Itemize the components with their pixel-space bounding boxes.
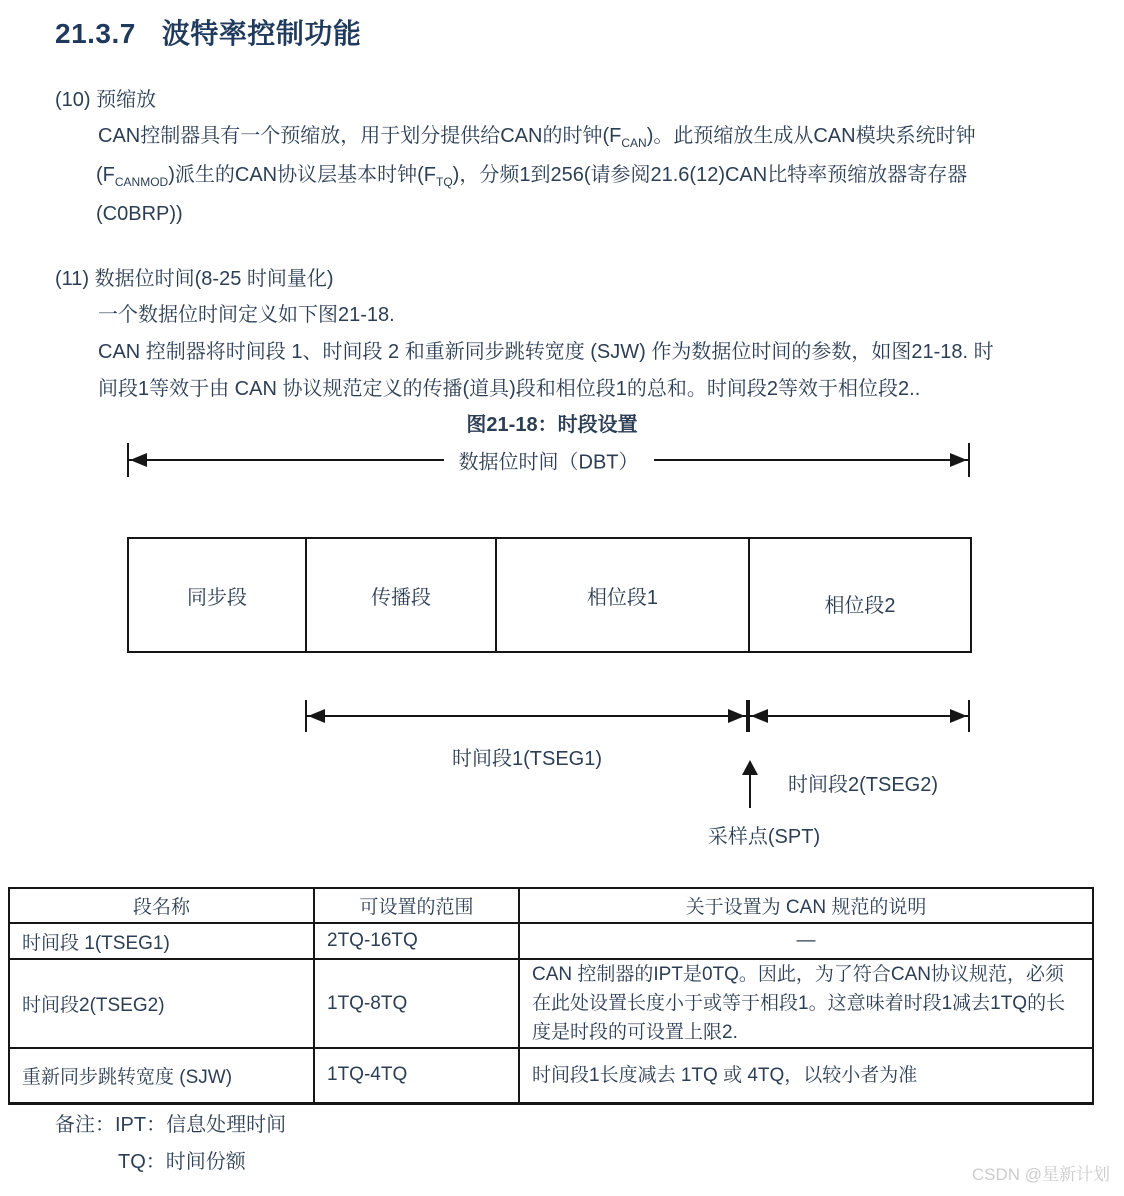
bittime-line-2: CAN 控制器将时间段 1、时间段 2 和重新同步跳转宽度 (SJW) 作为数据位时间的参数，如图21-18. 时	[98, 341, 994, 363]
table-row	[9, 923, 1093, 959]
text-run: CAN控制器具有一个预缩放，用于划分提供给CAN的时钟(F	[98, 125, 622, 147]
tseg1-line	[307, 715, 746, 717]
bittime-line-1: 一个数据位时间定义如下图21-18.	[98, 304, 395, 326]
page-title	[55, 12, 361, 52]
tseg1-label: 时间段1(TSEG1)	[451, 748, 603, 770]
sample-point-arrow-icon	[742, 760, 758, 808]
cell-range: 1TQ-8TQ	[314, 959, 519, 1048]
notes-label: 备注：	[55, 1114, 115, 1136]
tseg1-arrow	[305, 700, 748, 732]
cell-note: 时间段1长度减去 1TQ 或 4TQ，以较小者为准	[519, 1048, 1093, 1103]
arrowhead-right-icon	[950, 709, 967, 723]
heading-title: 波特率控制功能	[161, 18, 362, 49]
table-row	[9, 1048, 1093, 1103]
heading-number: 21.3.7	[55, 18, 136, 49]
watermark: CSDN @星新计划	[971, 1165, 1110, 1184]
up-arrow-shaft	[749, 775, 751, 808]
tseg2-arrow	[748, 700, 970, 732]
subscript-fcan: CAN	[621, 136, 647, 150]
prescaler-heading: (10) 预缩放	[55, 89, 157, 111]
prescaler-line-2	[96, 162, 967, 195]
arrowhead-right-icon	[728, 709, 745, 723]
segment-phase1: 相位段1	[495, 537, 750, 653]
cell-segment-name: 时间段 1(TSEG1)	[9, 923, 314, 959]
tseg2-line	[750, 715, 968, 717]
segment-prop: 传播段	[305, 537, 497, 653]
text-run: )派生的CAN协议层基本时钟(F	[168, 164, 436, 186]
arrowhead-left-icon	[308, 709, 325, 723]
note-desc: 时间份额	[165, 1151, 246, 1173]
tseg2-label: 时间段2(TSEG2)	[788, 774, 939, 796]
text-run: )，分频1到256(请参阅21.6(12)CAN比特率预缩放器寄存器	[452, 164, 968, 186]
prescaler-line-3: (C0BRP))	[96, 203, 183, 225]
text-run: (F	[96, 164, 115, 186]
column-header-note: 关于设置为 CAN 规范的说明	[519, 888, 1093, 923]
column-header-segment: 段名称	[9, 888, 314, 923]
prescaler-line-1	[98, 123, 976, 156]
cell-range: 1TQ-4TQ	[314, 1048, 519, 1103]
sample-point-label: 采样点(SPT)	[707, 826, 821, 848]
note-term: IPT：	[115, 1114, 167, 1136]
column-header-range: 可设置的范围	[314, 888, 519, 923]
dbt-arrow	[127, 443, 970, 477]
table-row	[9, 959, 1093, 1048]
figure-caption: 图21-18：时段设置	[466, 414, 638, 436]
dbt-label: 数据位时间（DBT）	[444, 446, 654, 475]
segment-spec-table	[8, 887, 1094, 1105]
cell-range: 2TQ-16TQ	[314, 923, 519, 959]
segment-phase2: 相位段2	[748, 537, 972, 653]
notes-line-2	[118, 1149, 246, 1175]
tseg2-right-bar	[968, 700, 970, 732]
subscript-ftq: TQ	[436, 175, 453, 189]
table-header-row	[9, 888, 1093, 923]
note-desc: 信息处理时间	[166, 1114, 287, 1136]
up-arrowhead-icon	[742, 760, 758, 775]
arrowhead-left-icon	[751, 709, 768, 723]
bittime-heading: (11) 数据位时间(8-25 时间量化)	[55, 268, 334, 290]
dbt-right-bar	[968, 443, 970, 477]
text-run: )。此预缩放生成从CAN模块系统时钟	[646, 125, 976, 147]
notes-line-1	[55, 1112, 286, 1138]
note-term: TQ：	[118, 1151, 166, 1173]
cell-note: —	[519, 923, 1093, 959]
segment-box-row	[127, 537, 972, 653]
bittime-line-3: 间段1等效于由 CAN 协议规范定义的传播(道具)段和相位段1的总和。时间段2等效于相位段2..	[98, 378, 921, 400]
arrowhead-right-icon	[950, 453, 967, 467]
cell-note: CAN 控制器的IPT是0TQ。因此，为了符合CAN协议规范，必须在此处设置长度小于或等于相段1。这意味着时段1减去1TQ的长度是时段的可设置上限2.	[519, 959, 1093, 1048]
cell-segment-name: 时间段2(TSEG2)	[9, 959, 314, 1048]
subscript-fcanmod: CANMOD	[114, 175, 169, 189]
arrowhead-left-icon	[130, 453, 147, 467]
segment-sync: 同步段	[127, 537, 307, 653]
cell-segment-name: 重新同步跳转宽度 (SJW)	[9, 1048, 314, 1103]
